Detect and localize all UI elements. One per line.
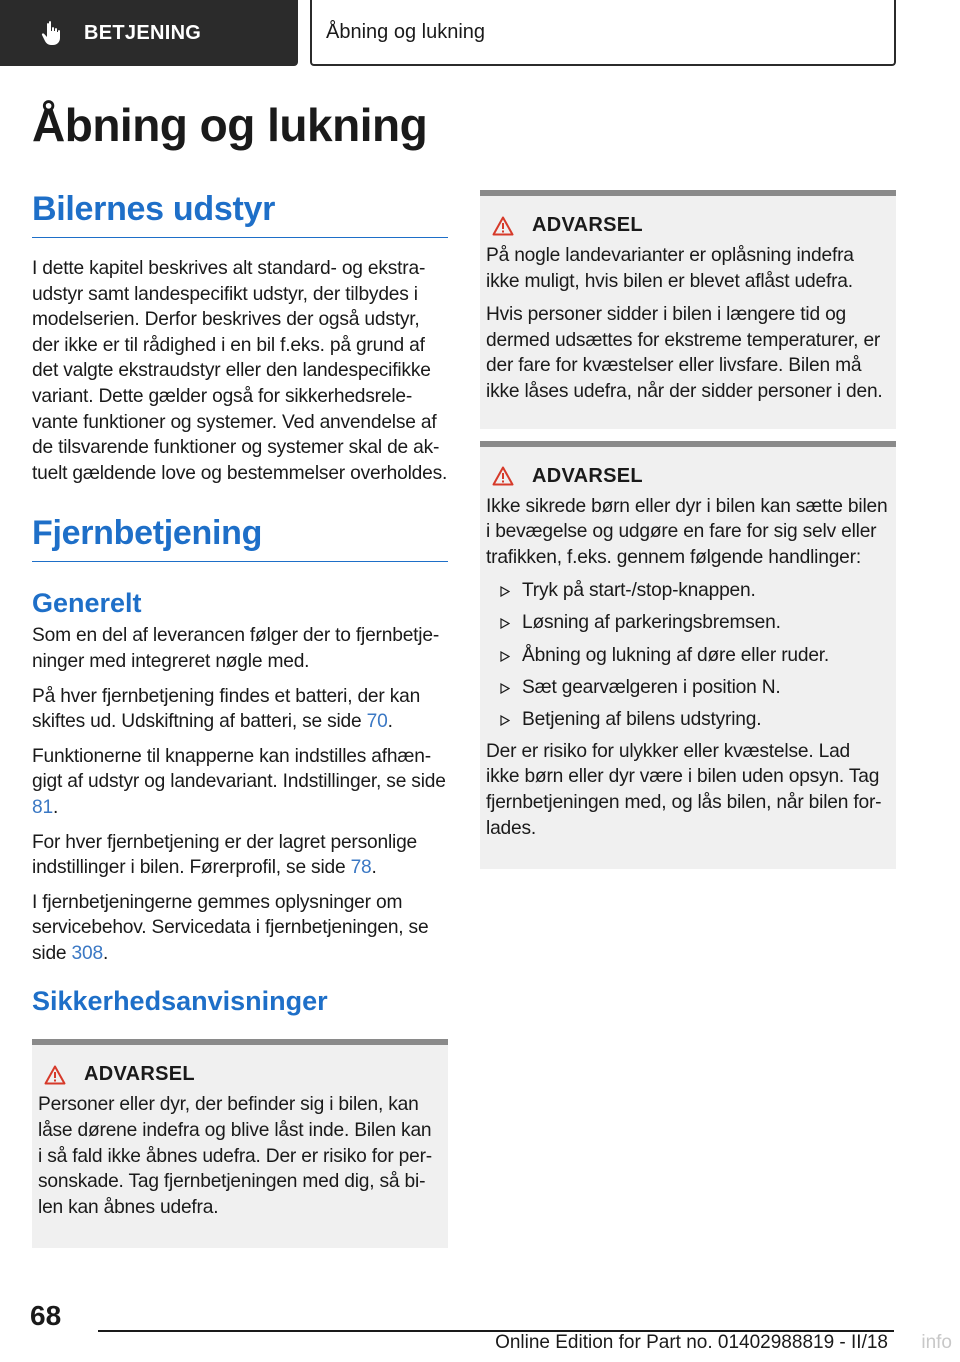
bullet-triangle-icon [500,618,510,629]
warning-text-2: Hvis personer sidder i bilen i længere tid og dermed udsættes for ekstreme temperaturer, er der fare for kvæstelser eller livsfare. Bilen må ikke låses udefra, når der sidder personer i den. [486,304,883,402]
paragraph-generelt-3: Funktionerne til knapperne kan indstilles afhængigt af udstyr og landevariant. Indstillinger, se side 81. [32,745,446,818]
page-link-308[interactable]: 308 [71,942,103,964]
warning-outro: Der er risiko for ulykker eller kvæstelse. Lad ikke børn eller dyr være i bilen uden opsyn. Tag fjernbetjeningen med, og lås bilen, når bilen forlades. [486,740,882,839]
paragraph-generelt-5: I fjernbetjeningerne gemmes oplysninger om servicebehov. Servicedata i fjernbetjeningen, se side 308. [32,891,429,964]
warning-title: ADVARSEL [532,464,643,487]
warning-box-children-animals [480,441,896,870]
page-link-78[interactable]: 78 [350,857,372,879]
warning-box-unlock-inside [480,190,896,429]
hand-pointer-icon [40,20,64,46]
list-item: Løsning af parkeringsbremsen. [486,610,888,636]
list-item: Tryk på start-/stop-knappen. [486,578,888,604]
warning-title: ADVARSEL [84,1063,195,1086]
list-item: Sæt gearvælgeren i position N. [486,675,888,701]
watermark: info [921,1332,952,1353]
heading-generelt: Generelt [32,588,142,619]
warning-triangle-icon [492,466,514,486]
warning-action-list [486,578,888,732]
paragraph-generelt-1: Som en del af leverancen følger der to fjernbetjeninger med integreret nøgle med. [32,625,440,672]
warning-header [38,1063,440,1086]
bullet-triangle-icon [500,683,510,694]
bullet-triangle-icon [500,586,510,597]
warning-text: Personer eller dyr, der befinder sig i bilen, kan låse dørene indefra og blive låst inde. Bilen kan i så fald ikke åbnes udefra. Der er risiko for personskade. Tag fjernbetjeningen med dig, så bilen kan åbnes udefra. [38,1094,433,1218]
heading-fjernbetjening: Fjernbetjening [32,514,448,562]
warning-title: ADVARSEL [532,214,643,236]
bullet-triangle-icon [500,715,510,726]
paragraph-bilernes-udstyr: I dette kapitel beskrives alt standard- og ekstraudstyr samt landespecifikt udstyr, der tilbydes i modelserien. Derfor beskrives der også udstyr, der ikke er til rådighed i en bil f.eks. på grund af det valgte ekstraudstyr eller den landespecifikke variant. Dette gælder også for sikkerhedsrelevante funktioner og systemer. Ved anvendelse af de tilsvarende funktioner og systemer skal de aktuelt gældende love og bestemmelser overholdes. [32,258,448,484]
warning-triangle-icon [44,1065,66,1085]
warning-intro: Ikke sikrede børn eller dyr i bilen kan sætte bilen i bevægelse og udgøre en fare for sig selv eller trafikken, f.eks. gennem følgende handlinger: [486,495,888,568]
paragraph-generelt-4: For hver fjernbetjening er der lagret personlige indstillinger i bilen. Førerprofil, se side 78. [32,831,418,879]
heading-bilernes-udstyr: Bilernes udstyr [32,190,448,238]
page-link-81[interactable]: 81 [32,796,53,818]
section-tab [0,0,298,66]
heading-sikkerhedsanvisninger: Sikkerhedsanvisninger [32,986,328,1017]
paragraph-generelt-2: På hver fjernbetjening findes et batteri, der kan skiftes ud. Udskiftning af batteri, se side 70. [32,685,421,733]
footer-edition: Online Edition for Part no. 01402988819 - II/18 [495,1332,888,1353]
page-title: Åbning og lukning [32,99,428,151]
warning-box-persons-locked [32,1039,448,1248]
warning-triangle-icon [492,216,514,236]
right-column [480,190,896,869]
warning-text-1: På nogle landevarianter er oplåsning indefra ikke muligt, hvis bilen er blevet aflåst udefra. [486,245,854,292]
list-item: Betjening af bilens udstyring. [486,707,888,733]
bullet-triangle-icon [500,651,510,662]
page-header [0,0,960,66]
left-column [32,190,448,1248]
section-label: BETJENING [84,21,202,44]
page-link-70[interactable]: 70 [366,711,388,733]
warning-header [486,214,888,237]
chapter-label: Åbning og lukning [326,20,486,43]
list-item: Åbning og lukning af døre eller ruder. [486,643,888,669]
page-number: 68 [30,1300,62,1331]
warning-header [486,465,888,488]
chapter-tab [310,0,896,66]
